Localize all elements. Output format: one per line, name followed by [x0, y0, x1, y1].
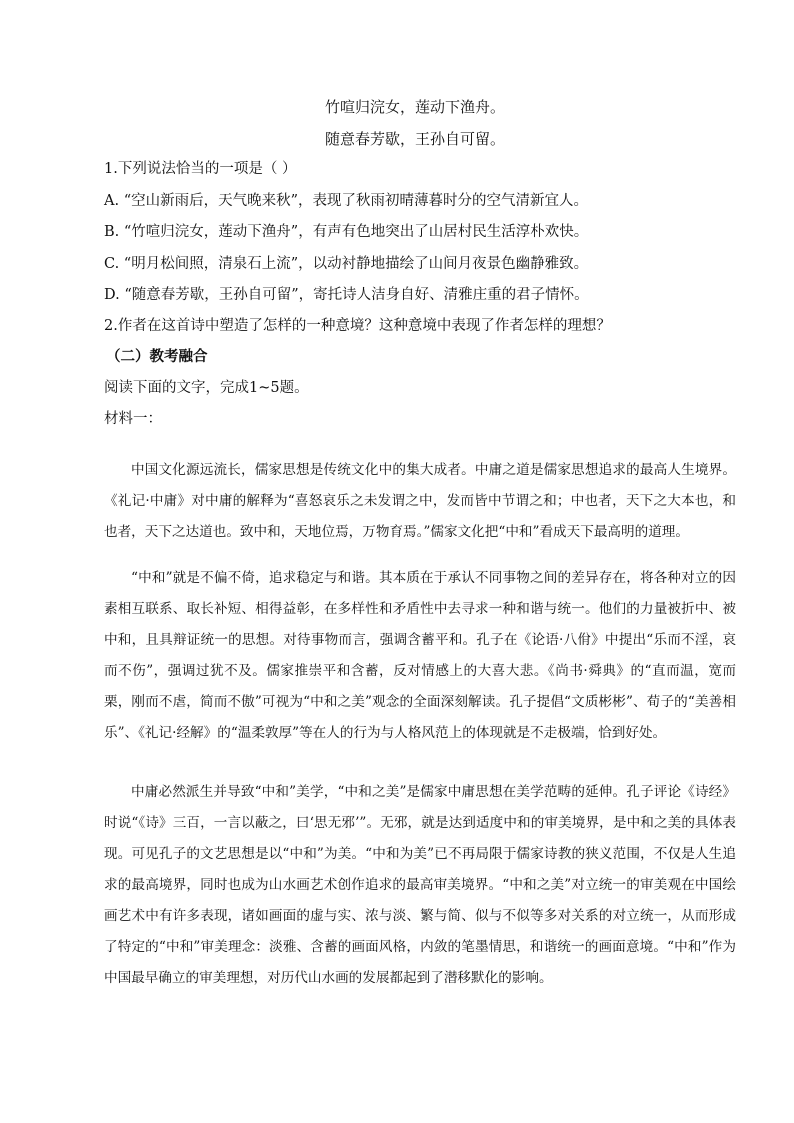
poem-line-3: 竹喧归浣女，莲动下渔舟。 — [325, 98, 506, 116]
reading-instruction: 阅读下面的文字，完成1~5题。 — [104, 380, 309, 396]
question-1-option-a: A. “空山新雨后，天气晚来秋”，表现了秋雨初晴薄暮时分的空气清新宜人。 — [104, 193, 589, 209]
poem-line-4: 随意春芳歇，王孙自可留。 — [325, 130, 506, 148]
question-1-option-c: C. “明月松间照，清泉石上流”，以动衬静地描绘了山间月夜景色幽静雅致。 — [104, 256, 589, 272]
material-label: 材料一： — [104, 411, 162, 427]
material-paragraph-1: 中国文化源远流长，儒家思想是传统文化中的集大成者。中庸之道是儒家思想追求的最高人生境界。《礼记·中庸》对中庸的解释为“喜怒哀乐之未发谓之中，发而皆中节谓之和；中也者，天下之大本也，和也者，天下之达道也。致中和，天地位焉，万物育焉。”儒家文化把“中和”看成天下最高明的道理。 — [104, 462, 736, 540]
question-1-option-d: D. “随意春芳歇，王孙自可留”，寄托诗人洁身自好、清雅庄重的君子情怀。 — [104, 287, 589, 303]
question-2: 2.作者在这首诗中塑造了怎样的一种意境？这种意境中表现了作者怎样的理想？ — [104, 318, 611, 334]
material-paragraph-3: 中庸必然派生并导致“中和”美学，“中和之美”是儒家中庸思想在美学范畴的延伸。孔子评论《诗经》时说“《诗》三百，一言以蔽之，曰‘思无邪’”。无邪，就是达到适度中和的审美境界，是中和之美的具体表现。可见孔子的文艺思想是以“中和”为美。“中和为美”已不再局限于儒家诗教的狭义范围，不仅是人生追求的最高境界，同时也成为山水画艺术创作追求的最高审美境界。“中和之美”对立统一的审美观在中国绘画艺术中有许多表现，诸如画面的虚与实、浓与淡、繁与简、似与不似等多对关系的对立统一，从而形成了特定的“中和”审美理念：淡雅、含蓄的画面风格，内敛的笔墨情思，和谐统一的画面意境。“中和”作为中国最早确立的审美理想，对历代山水画的发展都起到了潜移默化的影响。 — [104, 784, 736, 986]
material-paragraph-2: “中和”就是不偏不倚，追求稳定与和谐。其本质在于承认不同事物之间的差异存在，将各种对立的因素相互联系、取长补短、相得益彰，在多样性和矛盾性中去寻求一种和谐与统一。他们的力量被折中、被中和，且具辩证统一的思想。对待事物而言，强调含蓄平和。孔子在《论语·八佾》中提出“乐而不淫，哀而不伤”，强调过犹不及。儒家推崇平和含蓄，反对情感上的大喜大悲。《尚书·舜典》的“直而温，宽而栗，刚而不虐，简而不傲”可视为“中和之美”观念的全面深刻解读。孔子提倡“文质彬彬”、荀子的“美善相乐”、《礼记·经解》的“温柔敦厚”等在人的行为与人格风范上的体现就是不走极端，恰到好处。 — [104, 570, 736, 741]
section-heading: （二）教考融合 — [106, 348, 208, 365]
question-1-stem: 1.下列说法恰当的一项是（ ） — [104, 161, 297, 177]
question-1-option-b: B. “竹喧归浣女，莲动下渔舟”，有声有色地突出了山居村民生活淳朴欢快。 — [104, 224, 589, 240]
